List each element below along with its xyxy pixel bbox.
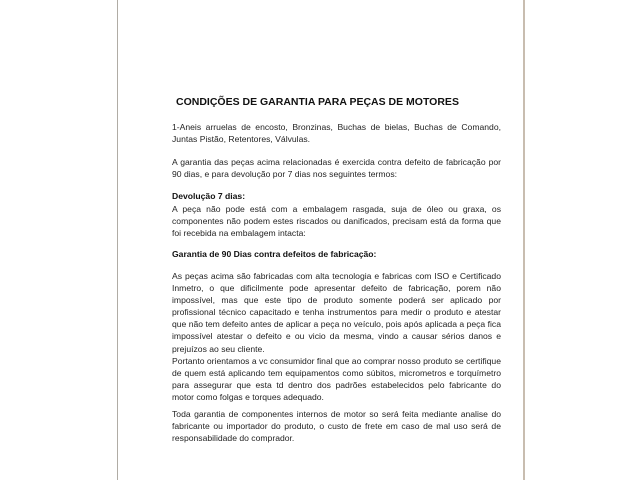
paragraph-closing: Toda garantia de componentes internos de motor so será feita mediante analise do fabricante ou importador do produto, o custo de frete em caso de mal uso será de responsabilidade do comprador.: [172, 408, 501, 444]
document-title: CONDIÇÕES DE GARANTIA PARA PEÇAS DE MOTORES: [176, 96, 459, 108]
paragraph-garantia-body-1: As peças acima são fabricadas com alta tecnologia e fabricas com ISO e Certificado Inmetro, o que dificilmente pode apresentar defeito de fabricação, porem não impossível, mas que este tipo de produto somente poderá ser aplicado por profissional técnico capacitado e tenha instrumentos para medir o produto e atestar que não tem defeito antes de aplicar a peça no veículo, pois após aplicada a peça fica impossível atestar o defeito e ou vicio da mesma, vindo a causar sérios danos e prejuízos ao seu cliente.: [172, 270, 501, 354]
section-heading-devolucao: Devolução 7 dias:: [172, 191, 246, 202]
paragraph-parts-list: 1-Aneis arruelas de encosto, Bronzinas, Buchas de bielas, Buchas de Comando, Juntas Pistão, Retentores, Válvulas.: [172, 122, 501, 145]
paragraph-terms-intro: A garantia das peças acima relacionadas é exercida contra defeito de fabricação por 90 dias, e para devolução por 7 dias nos seguintes termos:: [172, 157, 501, 180]
paragraph-devolucao-body: A peça não pode está com a embalagem rasgada, suja de óleo ou graxa, os componentes não podem estes riscados ou danificados, precisam está da forma que foi recebida na embalagem intacta:: [172, 203, 501, 238]
right-margin-line: [523, 0, 525, 480]
paragraph-garantia-body-2: Portanto orientamos a vc consumidor final que ao comprar nosso produto se certifique de quem está aplicando tem equipamentos como súbitos, micrometros e torquímetro para assegurar que esta td dentro dos padrões estabelecidos pelo fabricante do motor como folgas e torques adequado.: [172, 355, 501, 402]
left-margin-line: [117, 0, 118, 480]
document-content: [172, 96, 501, 444]
section-heading-garantia-90-dias: Garantia de 90 Dias contra defeitos de fabricação:: [172, 248, 377, 259]
